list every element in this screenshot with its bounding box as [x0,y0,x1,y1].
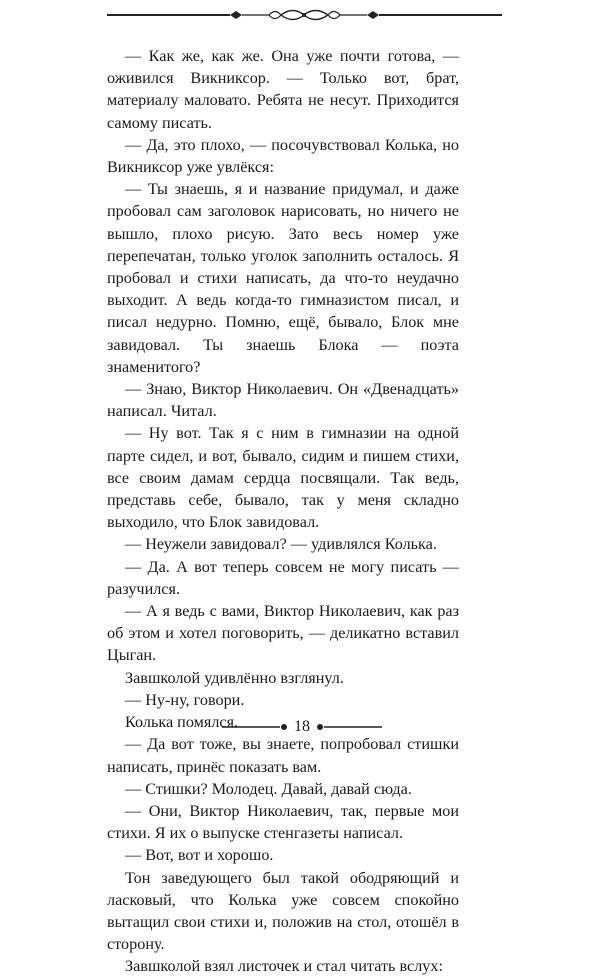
header-ornament [107,8,502,30]
paragraph: Завшколой взял листочек и стал читать вслух: [125,957,443,976]
paragraph: — Ну вот. Так я с ним в гимназии на одной парте сидел, и вот, бывало, сидим и пишем стихи, все своим дамам сердца посвящали. Так ведь, представь себе, бывало, так у меня складно выходило, что Блок завидовал. [107,424,459,532]
paragraph: Завшколой удивлённо взглянул. [125,668,344,687]
paragraph: — А я ведь с вами, Виктор Николаевич, как раз об этом и хотел поговорить, — деликатно вставил Цыган. [107,602,459,665]
paragraph: — Вот, вот и хорошо. [125,846,274,865]
paragraph: — Да. А вот теперь совсем не могу писать — разучился. [107,557,459,598]
paragraph: — Стишки? Молодец. Давай, давай сюда. [125,779,412,798]
paragraph: — Как же, как же. Она уже почти готова, — оживился Викниксор. — Только вот, брат, материалу маловато. Ребята не несут. Приходится самому писать. [107,47,459,132]
paragraph: — Да вот тоже, вы знаете, попробовал стишки написать, принёс показать вам. [107,735,459,776]
paragraph: — Ты знаешь, я и название придумал, и даже пробовал сам заголовок нарисовать, но ничего не вышло, плохо рисую. Зато весь номер уже перепечатан, только уголок заполнить осталось. Я пробовал и стихи написать, да что-то неудачно выходит. А ведь когда-то гимназистом писал, и писал недурно. Помню, ещё, бывало, Блок мне завидовал. Ты знаешь Блока — поэта знаменитого? [107,180,459,376]
paragraph: — Знаю, Виктор Николаевич. Он «Двенадцать» написал. Читал. [107,380,459,421]
paragraph: — Они, Виктор Николаевич, так, первые мои стихи. Я их о выпуске стенгазеты написал. [107,801,459,843]
paragraph: — Неужели завидовал? — удивлялся Колька. [125,535,437,554]
paragraph: Тон заведующего был такой ободряющий и ласковый, что Колька уже совсем спокойно вытащил свои стихи и, положив на стол, отошёл в сторону. [107,868,459,954]
paragraph: Колька помялся. [125,713,239,732]
paragraph: — Ну-ну, говори. [125,690,245,709]
page-number: 18 [294,718,310,735]
paragraph: — Да, это плохо, — посочувствовал Колька, но Викниксор уже увлёкся: [107,135,459,177]
page-footer [222,715,382,739]
body-text [107,45,459,978]
